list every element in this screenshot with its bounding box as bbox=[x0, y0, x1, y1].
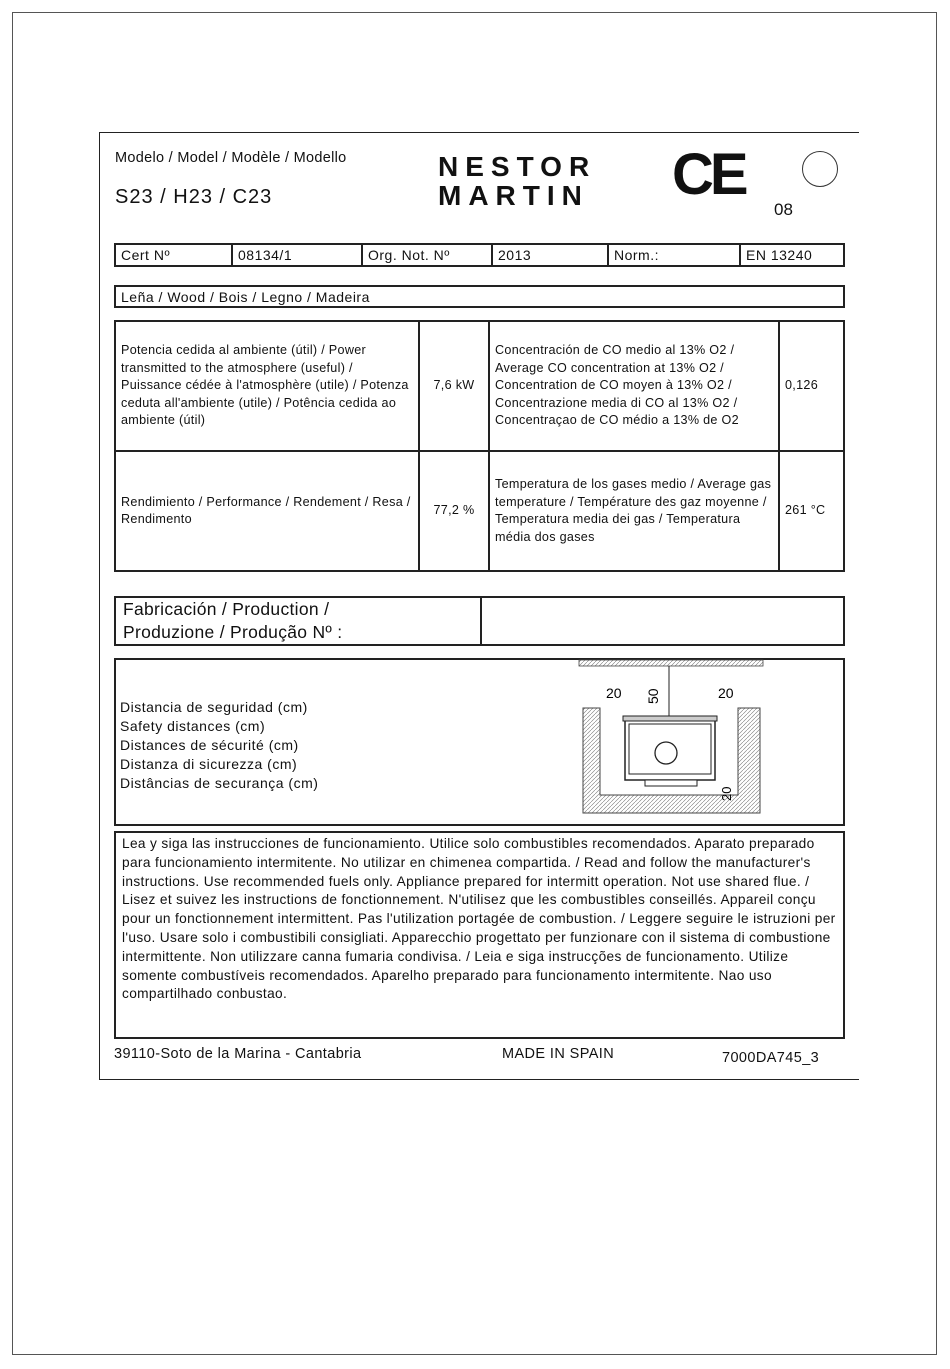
efficiency-value: 77,2 % bbox=[419, 451, 489, 571]
cert-value: 08134/1 bbox=[232, 244, 362, 266]
stove-top bbox=[623, 716, 717, 721]
power-label: Potencia cedida al ambiente (útil) / Power transmitted to the atmosphere (useful) / Puissance cédée à l'atmosphère (utile) / Potenza ceduta all'ambiente (utile) / Potência cedida ao ambiente (útil) bbox=[115, 321, 419, 451]
production-number bbox=[481, 597, 844, 645]
co-label: Concentración de CO medio al 13% O2 / Average CO concentration at 13% O2 / Concentration de CO moyen à 13% O2 / Concentrazione media di CO al 13% O2 / Concentraçao de CO médio a 13% de O2 bbox=[489, 321, 779, 451]
clearance-diagram bbox=[575, 658, 770, 820]
production-label-line-2: Produzione / Produção Nº : bbox=[123, 622, 343, 642]
safety-line-fr: Distances de sécurité (cm) bbox=[120, 737, 299, 753]
production-row bbox=[114, 596, 845, 646]
fuel-type: Leña / Wood / Bois / Legno / Madeira bbox=[114, 285, 845, 308]
co-value: 0,126 bbox=[779, 321, 844, 451]
flue-collar-circle bbox=[655, 742, 677, 764]
production-label-line-1: Fabricación / Production / bbox=[123, 599, 330, 619]
safety-line-en: Safety distances (cm) bbox=[120, 718, 266, 734]
power-value: 7,6 kW bbox=[419, 321, 489, 451]
footer-made-in: MADE IN SPAIN bbox=[502, 1046, 615, 1062]
org-label: Org. Not. Nº bbox=[362, 244, 492, 266]
gas-temp-label: Temperatura de los gases medio / Average gas temperature / Température des gaz moyenne / Temperatura media dei gas / Temperatura média dos gases bbox=[489, 451, 779, 571]
safety-line-es: Distancia de seguridad (cm) bbox=[120, 699, 308, 715]
notified-year: 08 bbox=[774, 200, 793, 219]
production-label bbox=[115, 597, 481, 645]
brand-line-1: NESTOR bbox=[438, 151, 597, 182]
cert-label: Cert Nº bbox=[115, 244, 232, 266]
gas-temp-value: 261 °C bbox=[779, 451, 844, 571]
performance-table bbox=[114, 320, 845, 572]
footer-code: 7000DA745_3 bbox=[722, 1050, 820, 1066]
efficiency-label: Rendimiento / Performance / Rendement / Resa / Rendimento bbox=[115, 451, 419, 571]
brand-line-2: MARTIN bbox=[438, 180, 589, 211]
norm-label: Norm.: bbox=[608, 244, 740, 266]
safety-line-it: Distanza di sicurezza (cm) bbox=[120, 756, 298, 772]
brand-logo bbox=[438, 152, 596, 210]
dim-right: 20 bbox=[718, 685, 734, 701]
ceiling-hatch bbox=[579, 660, 763, 666]
model-value: S23 / H23 / C23 bbox=[115, 186, 273, 208]
safety-distance-labels bbox=[120, 698, 318, 793]
certification-row bbox=[114, 243, 845, 267]
dim-top: 50 bbox=[645, 688, 661, 704]
norm-value: EN 13240 bbox=[740, 244, 844, 266]
ce-mark: CE bbox=[672, 142, 745, 207]
model-heading: Modelo / Model / Modèle / Modello bbox=[115, 150, 347, 166]
dim-left: 20 bbox=[606, 685, 622, 701]
circle-mark bbox=[802, 151, 838, 187]
dim-bottom: 20 bbox=[719, 786, 734, 801]
instructions-text: Lea y siga las instrucciones de funcionamiento. Utilice solo combustibles recomendados. Aparato preparado para funcionamiento intermitente. No utilizar en chimenea compartida. / Read and follow the manufacturer's instructions. Use recommended fuels only. Appliance prepared for intermitt operation. Not use shared flue. / Lisez et suivez les instructions de fonctionnement. N'utilisez que les combustibles conseillés. Appareil conçu pour un fonctionnement intermittent. Pas l'utilization portagée de combustion. / Leggere seguire le istruzioni per l'uso. Usare solo i combustibili consigliati. Apparecchio progettato per funzionare con il sistema di combustione intermittente. Non utilizzare canna fumaria condivisa. / Leia e siga instrucções de funcionamento. Utilize somente combustíveis recomendados. Aparelho preparado para funcionamento intermitente. Nao uso compartilhado conbustao. bbox=[114, 831, 845, 1039]
org-value: 2013 bbox=[492, 244, 608, 266]
footer-address: 39110-Soto de la Marina - Cantabria bbox=[114, 1046, 362, 1062]
stove-base bbox=[645, 780, 697, 786]
safety-line-pt: Distâncias de securança (cm) bbox=[120, 775, 319, 791]
